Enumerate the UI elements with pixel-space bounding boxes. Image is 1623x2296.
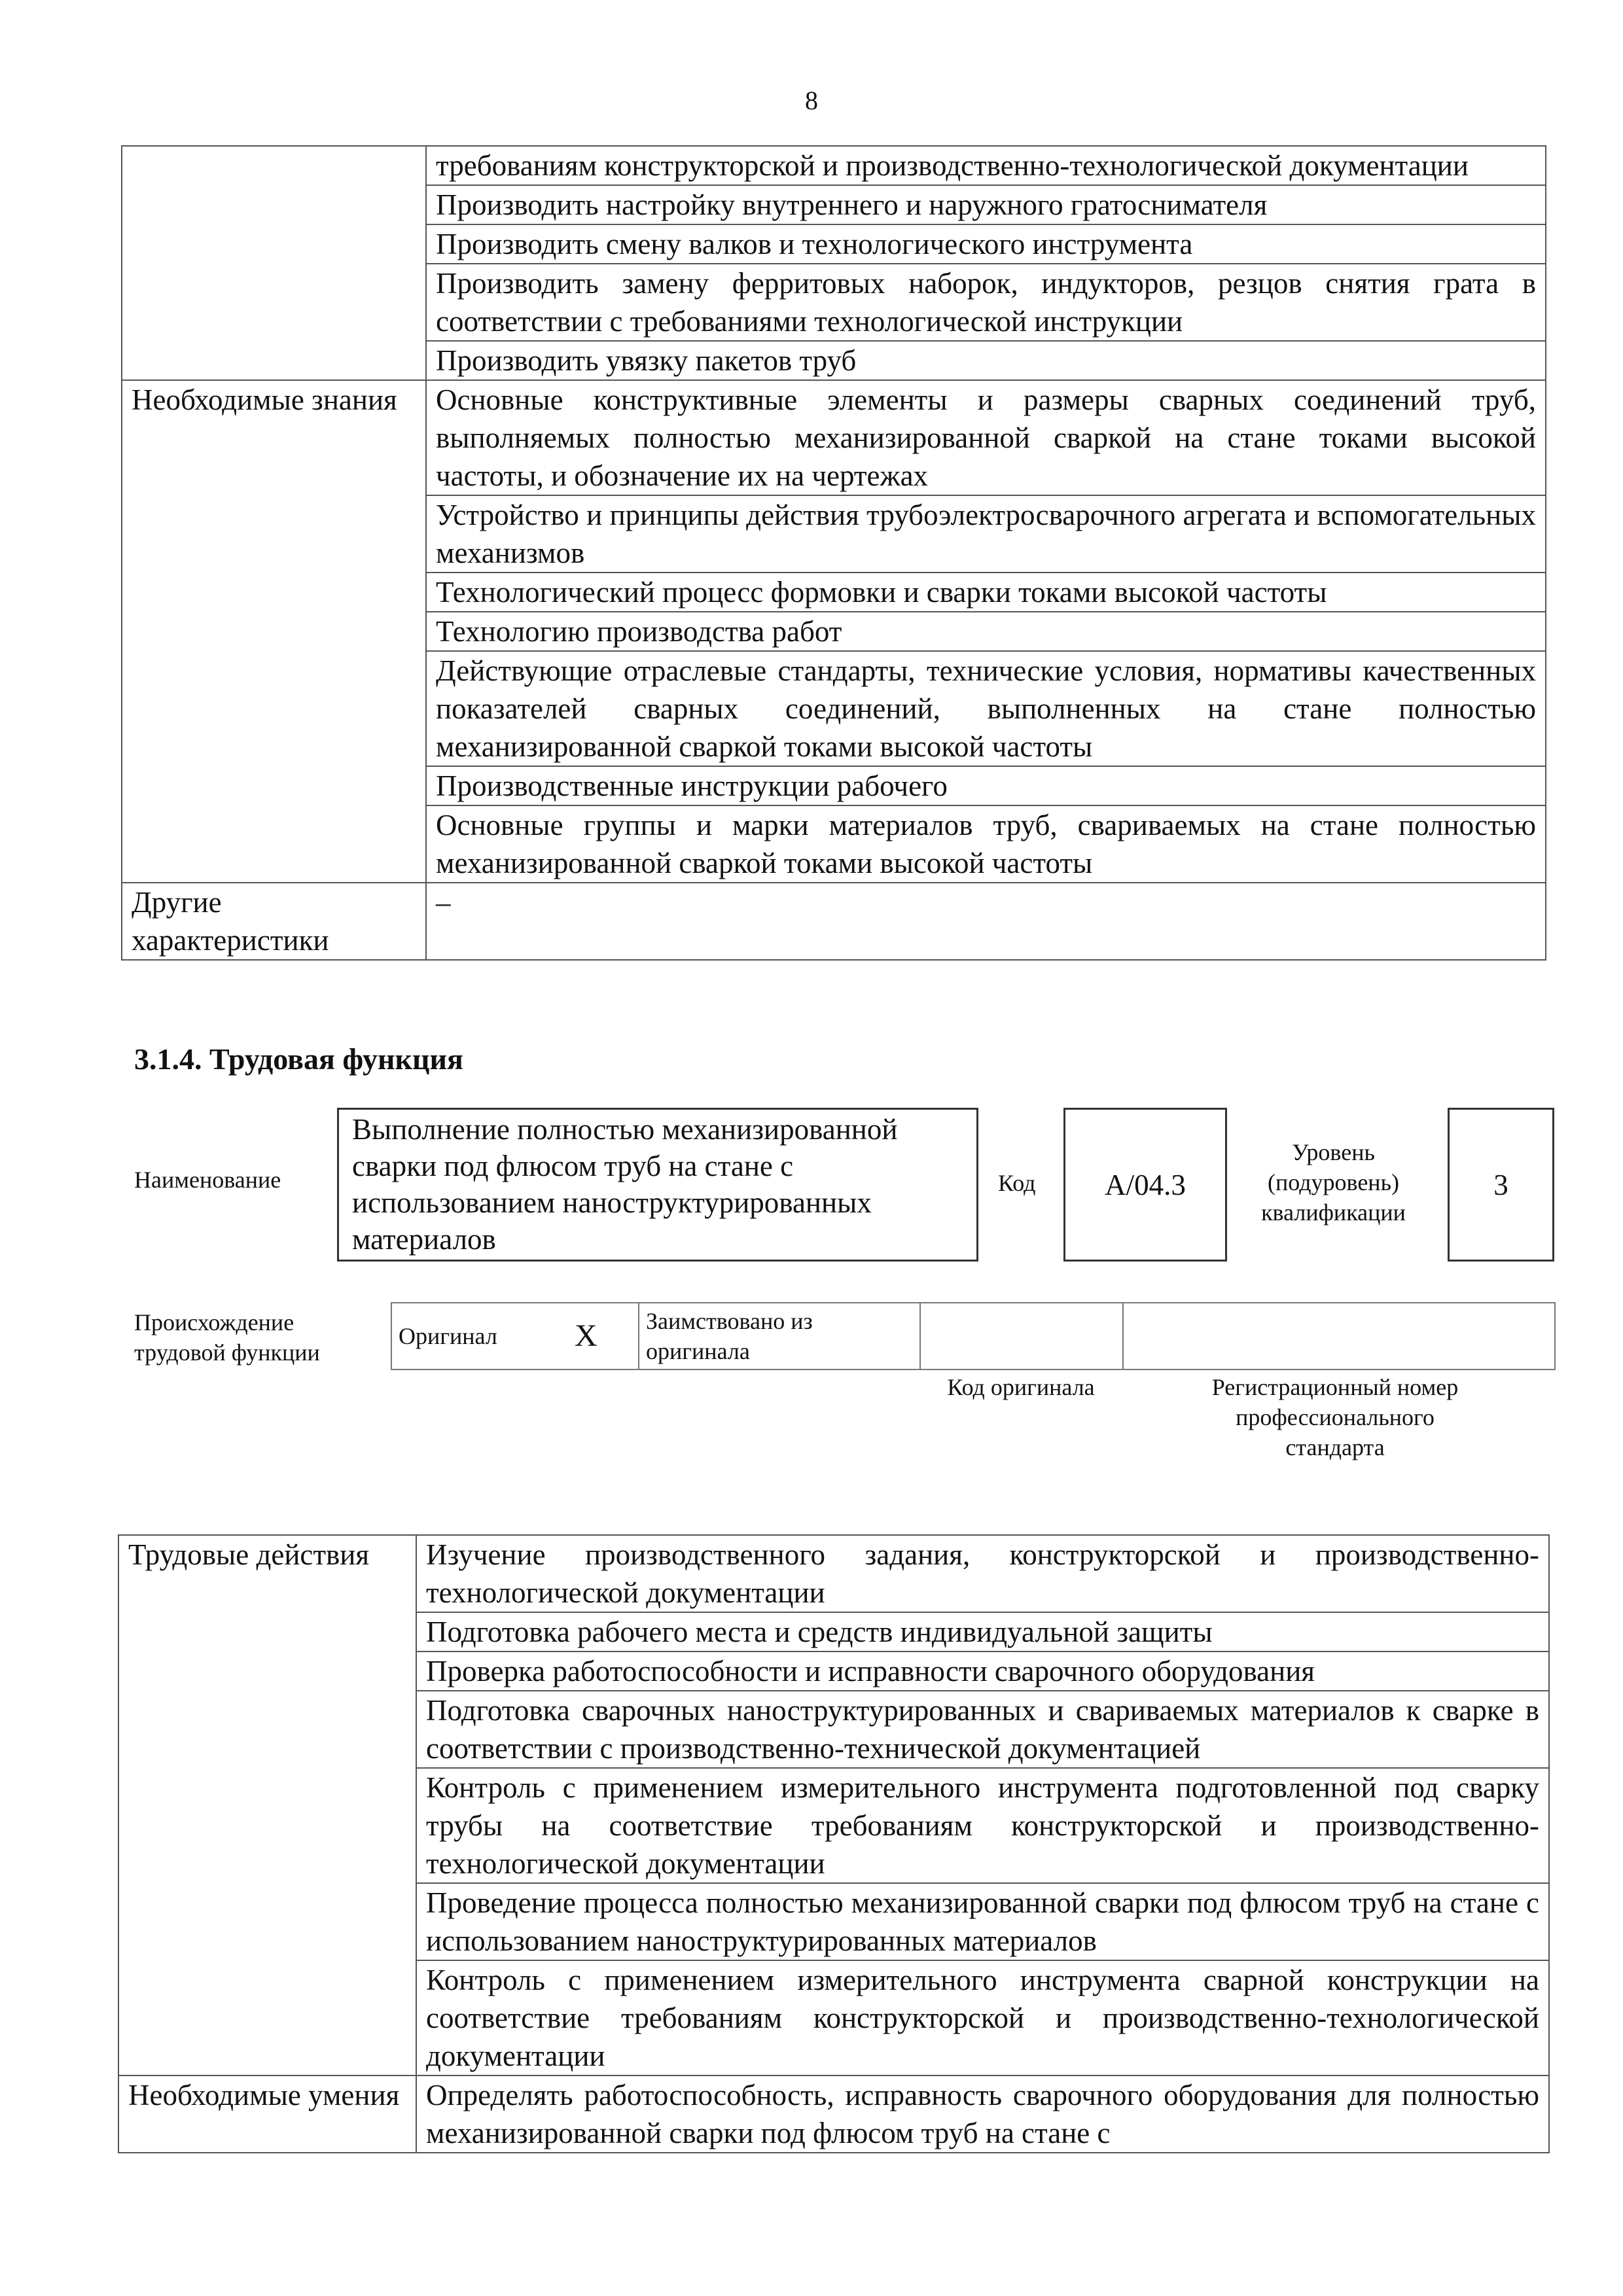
level-label: Уровень (подуровень) квалификации	[1261, 1139, 1406, 1226]
table-cell: Основные группы и марки материалов труб, свариваемых на стане полностью механизированной сваркой токами высокой частоты	[426, 805, 1546, 883]
table-cell: Подготовка сварочных наноструктурированных и свариваемых материалов к сварке в соответствии с производственно-технической документацией	[416, 1691, 1549, 1768]
origin-table	[391, 1302, 1556, 1370]
level-value: 3	[1493, 1168, 1508, 1201]
code-original-caption: Код оригинала	[947, 1374, 1095, 1400]
origin-borrowed: Заимствовано из оригинала	[639, 1303, 920, 1369]
row-label: Необходимые умения	[118, 2075, 416, 2153]
table-cell: Контроль с применением измерительного инструмента подготовленной под сварку трубы на соответствие требованиям конструкторской и производственно-технологической документации	[416, 1768, 1549, 1883]
table-row	[118, 2075, 1549, 2153]
origin-label: Происхождение трудовой функции	[134, 1309, 320, 1366]
table-cell: Технологию производства работ	[426, 612, 1546, 651]
origin-reg-cell	[1123, 1303, 1555, 1369]
table-cell: требованиям конструкторской и производственно-технологической документации	[426, 146, 1546, 185]
level-box	[1448, 1108, 1554, 1262]
section-heading: 3.1.4. Трудовая функция	[134, 1042, 463, 1076]
row-label: Трудовые действия	[118, 1535, 416, 2075]
table-cell: Основные конструктивные элементы и размеры сварных соединений труб, выполняемых полностью механизированной сваркой на стане токами высокой частоты, и обозначение их на чертежах	[426, 380, 1546, 495]
table-cell: Производственные инструкции рабочего	[426, 766, 1546, 805]
table-row	[122, 146, 1546, 185]
origin-original: Оригинал	[391, 1303, 568, 1369]
reg-number-caption: Регистрационный номер профессионального стандарта	[1211, 1374, 1459, 1460]
table-cell: Действующие отраслевые стандарты, технические условия, нормативы качественных показателей сварных соединений, выполненных на стане полностью механизированной сваркой токами высокой частоты	[426, 651, 1546, 766]
knowledge-table	[121, 145, 1546, 961]
origin-mark: X	[568, 1303, 639, 1369]
table-cell: Технологический процесс формовки и сварки токами высокой частоты	[426, 573, 1546, 612]
table-cell: Контроль с применением измерительного инструмента сварной конструкции на соответствие требованиям конструкторской и производственно-технологической документации	[416, 1960, 1549, 2075]
function-name: Выполнение полностью механизированной сварки под флюсом труб на стане с использованием наноструктурированных материалов	[352, 1113, 898, 1256]
code-label: Код	[998, 1170, 1036, 1196]
table-cell: Производить замену ферритовых наборок, индукторов, резцов снятия грата в соответствии с требованиями технологической инструкции	[426, 264, 1546, 341]
table-cell: –	[426, 883, 1546, 960]
table-cell: Определять работоспособность, исправность сварочного оборудования для полностью механизированной сварки под флюсом труб на стане с	[416, 2075, 1549, 2153]
table-row	[118, 1535, 1549, 1612]
table-row	[122, 380, 1546, 495]
name-label: Наименование	[134, 1167, 281, 1193]
labor-actions-table	[118, 1534, 1550, 2153]
code-value: А/04.3	[1105, 1168, 1186, 1201]
table-cell: Производить настройку внутреннего и наружного гратоснимателя	[426, 185, 1546, 224]
row-label	[122, 146, 426, 380]
row-label: Другие характеристики	[122, 883, 426, 960]
table-cell: Производить смену валков и технологического инструмента	[426, 224, 1546, 264]
table-cell: Изучение производственного задания, конструкторской и производственно-технологической документации	[416, 1535, 1549, 1612]
function-name-box	[337, 1108, 978, 1262]
origin-code-cell	[920, 1303, 1123, 1369]
page-number: 8	[805, 86, 818, 115]
table-cell: Проверка работоспособности и исправности сварочного оборудования	[416, 1651, 1549, 1691]
table-cell: Проведение процесса полностью механизированной сварки под флюсом труб на стане с использованием наноструктурированных материалов	[416, 1883, 1549, 1960]
row-label: Необходимые знания	[122, 380, 426, 883]
code-box	[1063, 1108, 1227, 1262]
table-cell: Подготовка рабочего места и средств индивидуальной защиты	[416, 1612, 1549, 1651]
table-cell: Производить увязку пакетов труб	[426, 341, 1546, 380]
table-row	[122, 883, 1546, 960]
table-cell: Устройство и принципы действия трубоэлектросварочного агрегата и вспомогательных механизмов	[426, 495, 1546, 573]
